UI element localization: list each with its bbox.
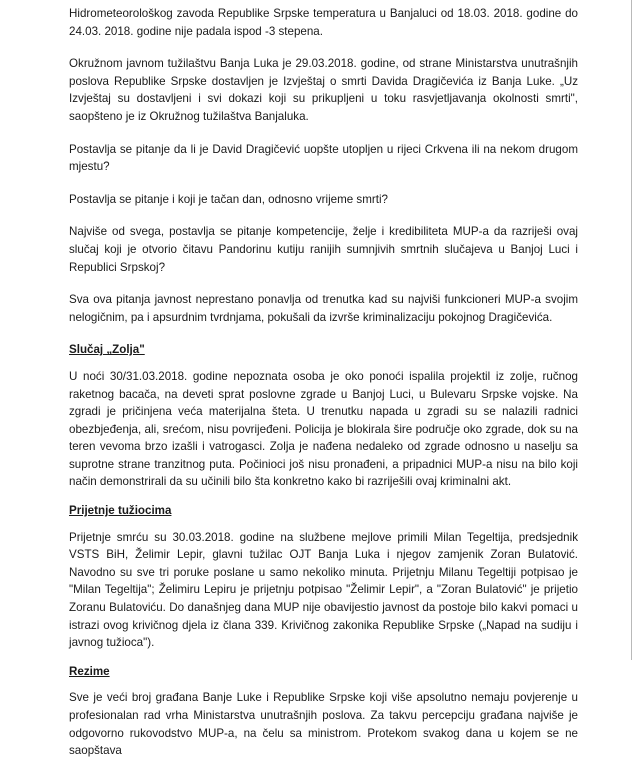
paragraph-prosecutor-report: Okružnom javnom tužilaštvu Banja Luka je 29.03.2018. godine, od strane Ministarstva unutrašnjih poslova Republike Srpske dostavljen je Izvještaj o smrti Davida Dragičevića iz Banja Luke. „Uz Izvještaj su dostavljeni i svi dokazi koji su prikupljeni u toku rasvjetljavanja okolnosti smrti", saopšteno je iz Okružnog tužilaštva Banjaluka. — [69, 57, 578, 123]
heading-rezime: Rezime — [69, 664, 110, 678]
paragraph-question-date: Postavlja se pitanje i koji je tačan dan, odnosno vrijeme smrti? — [69, 192, 388, 206]
heading-zolja: Slučaj „Zolja" — [69, 343, 145, 357]
paragraph-temperature: Hidrometeorološkog zavoda Republike Srpske temperatura u Banjaluci od 18.03. 2018. godine do 24.03. 2018. godine nije padala ispod -3 stepena. — [69, 7, 578, 38]
paragraph-zolja: U noći 30/31.03.2018. godine nepoznata osoba je oko ponoći ispalila projektil iz zolje, ručnog raketnog bacača, na deveti sprat poslovne zgrade u Banjoj Luci, u Bulevaru Srpske vojske. Na zgradi je pričinjena veća materijalna šteta. U trenutku napada u zgradi su se nalazili radnici obezbjeđenja, ali, srećom, nisu povrijeđeni. Policija je blokirala šire područje oko zgrade, dok su na teren vevoma brzo izašli i vatrogasci. Zolja je nađena nedaleko od zgrade odnosno u naselju sa suprotne strane tranzitnog puta. Počinioci još nisu pronađeni, a pripadnici MUP-a nisu na bilo koji način demonstrirali da su učinili bilo šta konkretno kako bi razriješili ovaj kriminalni akt. — [69, 369, 578, 489]
paragraph-prijetnje: Prijetnje smrću su 30.03.2018. godine na službene mejlove primili Milan Tegeltija, predsjednik VSTS BiH, Želimir Lepir, glavni tužilac OJT Banja Luka i njegov zamjenik Zoran Bulatović. Navodno su sve tri poruke poslane u samo nekoliko minuta. Prijetnju Milanu Tegeltiji potpisao je "Milan Tegeltija"; Želimiru Lepiru je prijetnju potpisao "Želimir Lepir", a "Zoran Bulatović" je prijetio Zoranu Bulatoviću. Do današnjeg dana MUP nije obavijestio javnost da postoje bilo kakvi pomaci u istrazi ovog krivičnog djela iz člana 339. Krivičnog zakonika Republike Srpske („Napad na sudiju i javnog tužioca"). — [69, 530, 578, 650]
paragraph-question-competence: Najviše od svega, postavlja se pitanje kompetencije, želje i kredibiliteta MUP-a da razriješi ovaj slučaj koji je otvorio čitavu Pandorinu kutiju ranijih sumnjivih smrtnih slučajeva u Banjoj Luci i Republici Srpskoj? — [69, 225, 578, 274]
heading-prijetnje: Prijetnje tužiocima — [69, 504, 172, 518]
paragraph-public-questions: Sva ova pitanja javnost neprestano ponavlja od trenutka kad su najviši funkcioneri MUP-a svojim nelogičnim, pa i apsurdnim tvrdnjama, pokušali da izvrše kriminalizaciju pokojnog Dragičevića. — [69, 293, 578, 324]
document-body — [69, 5, 578, 760]
paragraph-rezime: Sve je veći broj građana Banje Luke i Republike Srpske koji više apsolutno nemaju povjerenje u profesionalan rad vrha Ministarstva unutrašnjih poslova. Za takvu percepciju građana najviše je odgovorno rukovodstvo MUP-a, na čelu sa ministrom. Protekom svakog dana u kojem se ne saopštava — [69, 691, 578, 758]
paragraph-question-drowning: Postavlja se pitanje da li je David Dragičević uopšte utopljen u rijeci Crkvena ili na nekom drugom mjestu? — [69, 142, 578, 174]
